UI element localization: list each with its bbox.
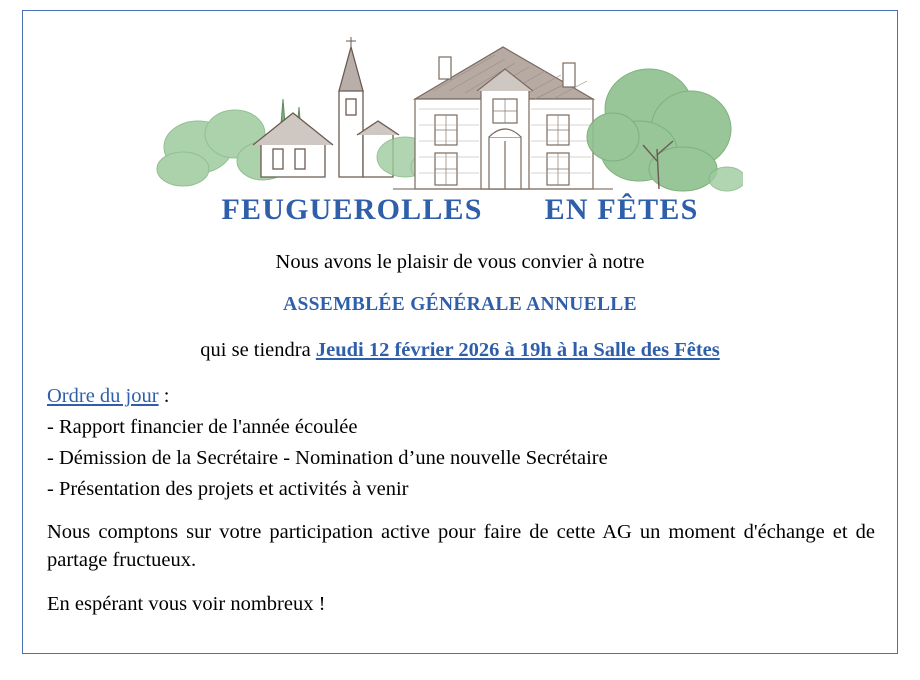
agenda-label: Ordre du jour xyxy=(47,385,159,407)
event-datetime-link[interactable]: Jeudi 12 février 2026 à 19h à la Salle des Fêtes xyxy=(315,339,720,361)
title-part-2: EN FÊTES xyxy=(544,193,699,226)
list-item: - Démission de la Secrétaire - Nomination d’une nouvelle Secrétaire xyxy=(47,447,608,469)
closing-paragraph: Nous comptons sur votre participation active pour faire de cette AG un moment d'échange et de partage fructueux. xyxy=(47,521,875,571)
agenda-heading xyxy=(47,385,169,408)
agenda-colon: : xyxy=(158,385,170,407)
event-name: ASSEMBLÉE GÉNÉRALE ANNUELLE xyxy=(283,294,637,315)
flyer-page xyxy=(22,10,898,654)
page-title xyxy=(23,193,897,227)
list-item: - Rapport financier de l'année écoulée xyxy=(47,416,358,438)
invitation-line: Nous avons le plaisir de vous convier à notre xyxy=(275,251,645,273)
flyer-content xyxy=(23,11,897,653)
event-when-line xyxy=(23,339,897,362)
signoff-paragraph: En espérant vous voir nombreux ! xyxy=(47,593,326,615)
when-prefix: qui se tiendra xyxy=(200,339,316,361)
list-item: - Présentation des projets et activités à venir xyxy=(47,478,409,500)
village-church-and-manor-drawing xyxy=(143,29,743,204)
title-part-1: FEUGUEROLLES xyxy=(221,193,483,226)
